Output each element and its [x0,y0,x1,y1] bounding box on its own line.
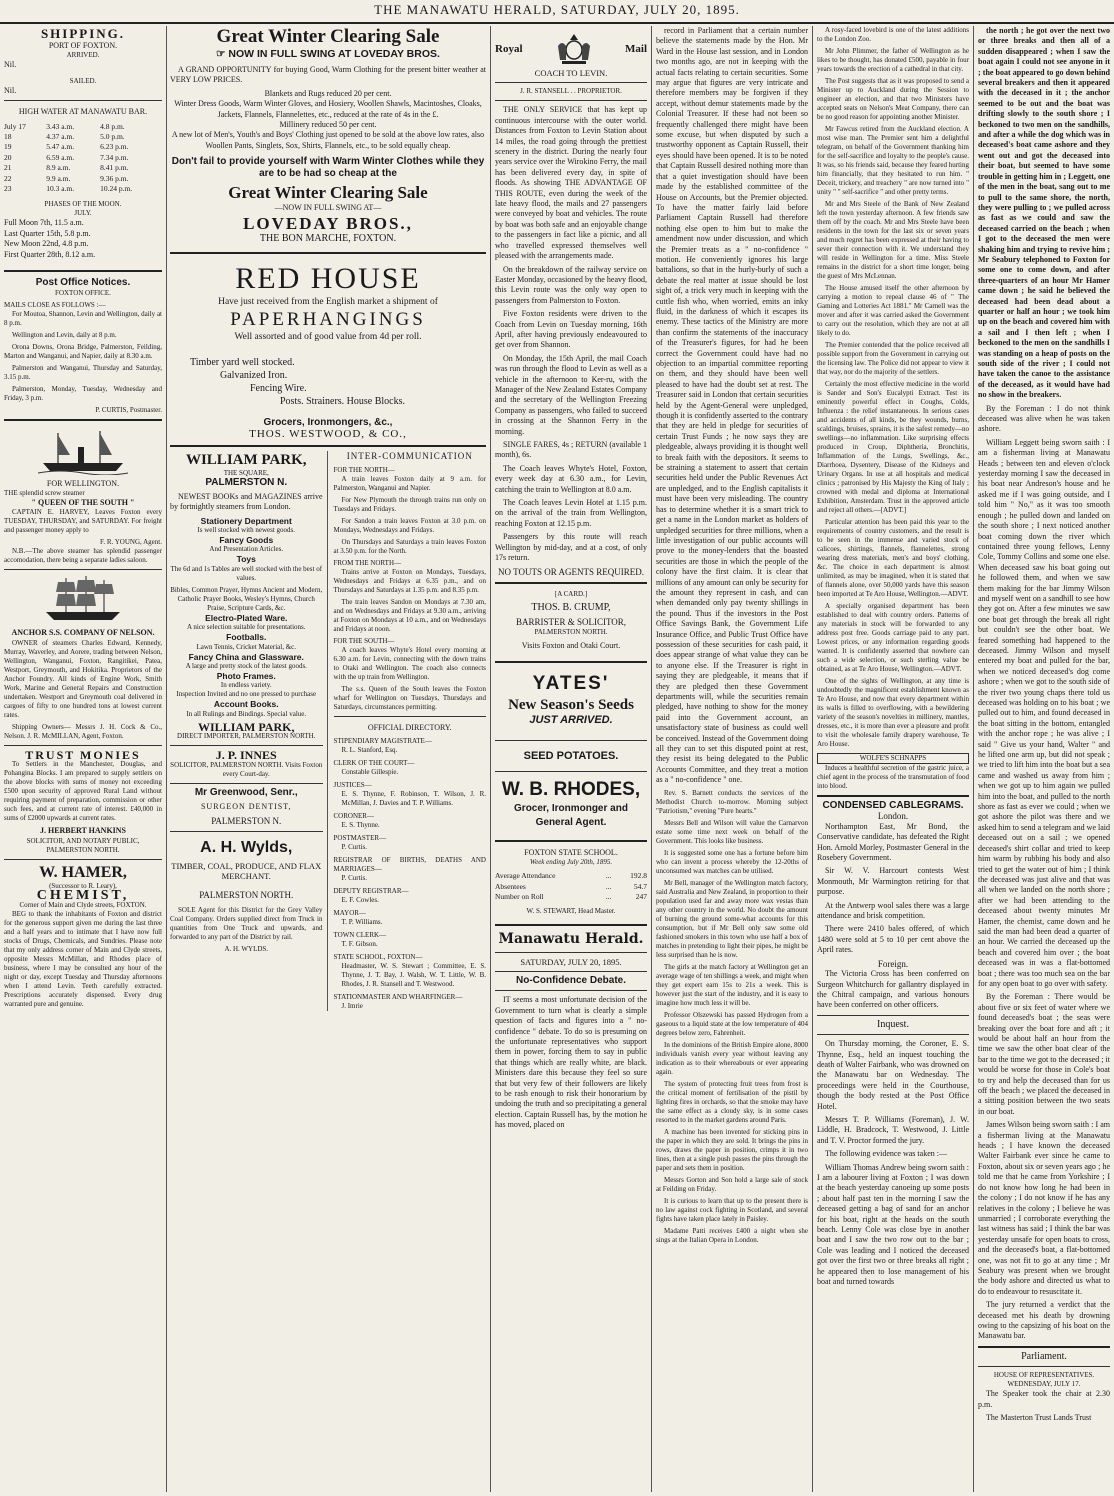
red-house-sub: Have just received from the English market a shipment of [218,297,438,308]
moon-title: PHASES OF THE MOON. [44,200,122,209]
local-news: Rev. S. Barnett conducts the services of the Methodist Church to-morrow. Morning subject "Patriotism," evening "Pure hearts." Messrs Bell and Wilson will value the Carnarvon estate some time next week on behalf of the Government. This looks like business. It is suggested some one has a fortune before him who can invent a process whereby the 12-20ths of unconsumed wax matches can be utilised. Mr Bell, manager of the Wellington match factory, said Australia and New Zealand, in proportion to their population used far and away more wax vestas than any other country in the world. No doubt the amount of burning the ground some-what accounts for this consumption, but if Mr Bell only saw some old fashioned smokers in this town who use half a box of matches in pretending to light their pipes, he might be less surprised than he is now. The girls at the match factory at Wellington get an average wage of ten shillings a week, and might when they get expert earn 15s to 21s a week. This is however just the start of the industry, and it is easy to imagine how much less it will be. Professor Olszewski has passed Hydrogen from a gaseous to a liquid state at the low temperature of 404 degrees below zero, Fahrenheit. In the dominions of the British Empire alone, 8000 individuals vanish every year without leaving any indication as to their whereabouts or ever appearing again. The system of protecting fruit trees from frost is the critical moment of fertilisation of the pistil by lighting fires in orchards, so that the smoke may have the same effect as a cloudy sky, is in some cases resorted to in the market gardens around Paris. A machine has been invented for sticking pins in the paper in which they are sold. It brings the pins in rows, draws the paper in position, crimps it in two lines, then at a single push passes the pins through the paper and sets them in position. Messrs Gorton and Son hold a large sale of stock at Feilding on Friday. It is curious to learn that up to the present there is no law against cock fighting in Scotland, and several fights have taken place lately in Paisley. Madame Patti receives £400 a night when she sings at the Italian Opera in London. [656,788,808,1244]
inter-title: INTER-COMMUNICATION [346,451,473,462]
yates-title: YATES' [532,673,610,695]
steamer-name: " QUEEN OF THE SOUTH " [31,497,135,507]
column-5: A rosy-faced lovebird is one of the latest additions to the London Zoo. Mr John Plimmer, the father of Wellington as he likes to be thought, has donated £500, payable in four years towards the erection of a cathedral in that city. The Post suggests that as it was proposed to send a Minister up to Auckland during the Session to engineer an election, and that two Ministers have accepted seats on Nelson's Meat Company, there can be no good reason for appointing another Minister. Mr Fawcus retired from the Auckland election. A most wise man. The Premier sent him a delightful telegram, on behalf of the Government thanking him for the self-sacrifice and loyalty to the people's cause. It was, so his friends said, because they feared hurting him financially, that they hesitated to run him. " Deceit, trickery, and treachery " are now turned into " unity " " self-sacrifice " and other pretty terms. Mr and Mrs Steele of the Bank of New Zealand left the town yesterday afternoon. A few friends saw them off by the coach. Mr and Mrs Steele have been residents in the town for the last six or seven years and much regret has been expressed at their having to sever their connection with it. We understand they will reside in Wellington for a time. Miss Steele remains in the district for a short time longer, being the guest of Mrs McLennan. The House amused itself the other afternoon by carrying a motion to repeal clause 46 of " The Gaming and Lotteries Act 1881." Mr Carnell was the mover and after it was carried asked the Government to carry out the resolution, which they are not at all likely to do. The Premier contended that the police received all possible support from the Government in carrying out the licensing law. The Police did not appear to view it that way, nor do the majority of the settlers. Certainly the most effective medicine in the world is Sander and Son's Eucalypti Extract. Test its eminently powerful effect in Coughs, Colds, Influenza : the relief instantaneous. In serious cases and accidents of all kinds, be they wounds, burns, scaldings, bruises, sprains, it is the safest remedy—no swellings—no inflammation. Like surprising effects produced in Croup, Diphtheria, Bronchitis, Inflammation of the Lungs, Swellings, &c., Diarrhoea, Dysentery, Disease of the Kidneys and Urinary Organs. In use at all hospitals and medical clinics ; patronised by His Majesty the King of Italy ; crowned with medal and diploma at International Exhibition, Amsterdam. Trust in the approved article and reject all others.—[ADVT.] Particular attention has been paid this year to the requirements of country customers, and the result is to be seen in the immense and varied stock of calicoes, shirtings, flannels, flannelettes, strong wearing dress materials, men's and boys' clothing, &c. The choice in each department is almost unlimited, as may be imagined, when it is stated that of flannels alone, over 50,000 yards have this season been imported at Te Aro House, Wellington.—ADVT. A specially organised department has been established to deal with country orders. Patterns of any materials in stock will be forwarded to any address post free. Goods carriage paid to any part. Lowest prices, or any information regarding goods wanted. It is confidently asserted that nowhere can such a wide selection, or such sterling value be obtained, as at Te Aro House, Wellington.—ADVT. One of the sights of Wellington, at any time is undoubtedly the magnificent establishment known as Te Aro House, and now that every department within its walls is filled to overflowing, with a bewildering variety of the season's novelties in millinery, mantles, dresses, etc., it is more than ever a pleasure and profit to visit the wholesale family drapery warehouse, Te Aro House. WOLFE'S SCHNAPPS Induces a healthful secretion of the gastric juice, a chief agent in the process of the transmutation of food into blood. CONDENSED CABLEGRAMS. London. Northampton East, Mr Bond, the Conservative candidate, has defeated the Right Hon. Arnold Morley, Postmaster General in the Rosebery Government. Sir W. V. Harcourt contests West Monmouth, Mr Warmington retiring for that purpose. At the Antwerp wool sales there was a large attendance and brisk competition. There were 2410 bales offered, of which 1480 were sold at 5 to 10 per cent above the April rates. Foreign. The Victoria Cross has been conferred on Surgeon Whitchurch for gallantry displayed in the Chitral campaign, and various honours have been conferred on other officers. Inquest. On Thursday morning, the Coroner, E. S. Thynne, Esq., held an inquest touching the death of Walter Fairbank, who was drowned on the Manawatu bar on Wednesday. The proceedings were held in the Courthouse, though the body rested at the Post Office Hotel. Messrs T. P. Williams (Foreman), J. W. Liddle, H. Bradcock, T. Westwood, J. Little and T. V. Proctor formed the jury. The following evidence was taken :— William Thomas Andrew being sworn saith : I am a labourer living at Foxton ; I was down at the beach yesterday canoeing up some posts ; about half past ten in the morning I saw the deceased getting a bag of sand for an anchor for his boat, right at the heads on the south beach. Lenny Cole was close bye in another boat and I saw the two row out to the bar ; Cole was leading and I noticed the deceased got over the first two or three breaks all right ; he appeared then to lose management of his boat and turned towards [817,26,969,1287]
crump-name: THOS. B. CRUMP, [531,601,611,613]
school-week: Week ending July 20th, 1895. [529,858,613,867]
table-row: 20 6.59 a.m. 7.34 p.m. [4,152,129,162]
column-1 [4,26,162,1492]
sale-title-2: Great Winter Clearing Sale [228,183,428,203]
sailing-ship-icon [38,574,128,624]
herald-nameplate: Manawatu Herald. [498,930,644,947]
directory-list: STIPENDIARY MAGISTRATE— R. L. Stanford, Esq. CLERK OF THE COURT— Constable Gillespie. JUSTICES— E. S. Thynne, F. Robinson, T. Wilson, J. R. McMillan, J. Davies and T. P. Williams. CORONER— E. S. Thynne. POSTMASTER— P. Curtis. REGISTRAR OF BIRTHS, DEATHS AND MARRIAGES— P. Curtis. DEPUTY REGISTRAR— E. F. Cowles. MAYOR— T. P. Williams. TOWN CLERK— T. F. Gibson. STATE SCHOOL, FOXTON— Headmaster, W. S. Stewart ; Committee, E. S. Thynne, J. T. Bay, J. Walsh, W. T. Little, W. B. Rhodes, J. R. Stansell and T. Westwood. STATIONMASTER AND WHARFINGER— J. Imrie [333,737,486,1011]
column-rule [490,26,491,1492]
sale-now-2: —NOW IN FULL SWING AT— [274,203,382,213]
port-heading: PORT OF FOXTON. [48,41,118,50]
sailed-nil: Nil. [4,85,17,95]
bon-marche: THE BON MARCHE, FOXTON. [259,232,397,244]
inter-communication: INTER-COMMUNICATION FOR THE NORTH— A train leaves Foxton daily at 9 a.m. for Palmerston, Wanganui and Napier. For New Plymouth the through trains run only on Tuesdays and Fridays. For Sandon a train leaves Foxton at 3.0 p.m. on Mondays, Wednesdays and Fridays. On Thursdays and Saturdays a train leaves Foxton at 3.50 p.m. for the North. FROM THE NORTH— Trains arrive at Foxton on Mondays, Tuesdays, Wednesdays and Fridays at 6.35 p.m., and on Thursdays and Saturdays at 1.35 p.m. and 8.35 p.m. The train leaves Sandon on Mondays at 7.30 am, and on Wednesdays and Fridays at 9.30 a.m., arriving at Foxton on Mondays at 10 a.m., and on Wednesdays and Fridays at noon. FOR THE SOUTH— A coach leaves Whyte's Hotel every morning at 6.30 a.m. for Levin, connecting with the down trains to Otaki and Wellington. The coach also connects with the up train from Wellington. The s.s. Queen of the South leaves the Foxton wharf for Wellington on Tuesdays, Thursdays and Saturdays, circumstances permitting. OFFICIAL DIRECTORY. STIPENDIARY MAGISTRATE— R. L. Stanford, Esq. CLERK OF THE COURT— Constable Gillespie. JUSTICES— E. S. Thynne, F. Robinson, T. Wilson, J. R. McMillan, J. Davies and T. P. Williams. CORONER— E. S. Thynne. POSTMASTER— P. Curtis. REGISTRAR OF BIRTHS, DEATHS AND MARRIAGES— P. Curtis. DEPUTY REGISTRAR— E. F. Cowles. MAYOR— T. P. Williams. TOWN CLERK— T. F. Gibson. STATE SCHOOL, FOXTON— Headmaster, W. S. Stewart ; Committee, E. S. Thynne, J. T. Bay, J. Walsh, W. T. Little, W. B. Rhodes, J. R. Stansell and T. Westwood. STATIONMASTER AND WHARFINGER— J. Imrie [333,451,486,1011]
cablegrams-title: CONDENSED CABLEGRAMS. [822,800,964,811]
greenwood-sub: SURGEON DENTIST, [200,801,292,811]
column-3: Royal Mail COACH TO LEVIN. J. R. STANSELL . . PROPRIETOR. THE ONLY SERVICE that has kept up continuous intercourse with the outer world. Distances from Foxton to Levin Station about 14 miles, the road going through the prettiest scenery in the district. During the nearly four years service over the Wirokino Ferry, the mail has been delivered every day, in spite of floods. As showing THE ADVANTAGE OF THIS ROUTE, even during the week of the late heavy flood, the mails and 27 passengers were conveyed by boat and vehicles. The route by boat was both safe and an enjoyable change to the passengers in fact like a picnic, and all who travelled expressed themselves well pleased with the arrangements made. On the breakdown of the railway service on Easter Monday, occasioned by the heavy flood, this Levin route was the only way open to passengers from Palmerston to Foxton. Five Foxton residents were driven to the Coach from Levin on Tuesday morning, 16th April, after having previously endeavoured to get over from Shannon. On Monday, the 15th April, the mail Coach was run through the flood to Levin as well as a vehicle in the afternoon to Ker-ru, with the Manager of the New Zealand Estates Company and the secretary of the Wellington Freezing Company as passengers, who failed to succeed in crossing at the Shannon Ferry in the morning. SINGLE FARES, 4s ; RETURN (available 1 month), 6s. The Coach leaves Whyte's Hotel, Foxton, every week day at 6.30 a.m., for Levin, catching the train to Wellington at 8.0 a.m. The Coach leaves Levin Hotel at 1.15 p.m. on the arrival of the train from Wellington, reaching Foxton at 12.15 p.m. Passengers by this route will reach Wellington by mid-day, and at a cost, of only 17s return. NO TOUTS OR AGENTS REQUIRED. [A CARD.] THOS. B. CRUMP, BARRISTER & SOLICITOR, PALMERSTON NORTH. Visits Foxton and Otaki Court. YATES' New Season's Seeds JUST ARRIVED. SEED POTATOES. W. B. RHODES, Grocer, Ironmonger and General Agent. FOXTON STATE SCHOOL. Week ending July 20th, 1895. Average Attendance ... 192.8 Absentees ... 54.7 Number on Roll ... 247 W. S. STEWART, Head Master. Manawatu Herald. SATURDAY, JULY 20, 1895. No-Confidence Debate. IT seems a most unfortunate decision of the Government to turn what is clearly a simple question of facts and figures into a " no-confidence " debate. To do so is presuming on the unfortunate representatives who support them in power, forcing them to say in public that things which are really white, are black. Ministers dare this because they feel so sure that but very few of their followers are likely to be rash enough to risk their honorarium by undoing the truth and so precipitating a general election. Captain Russell has, by the motion he has moved, placed on [495,26,647,1492]
seed-potatoes: SEED POTATOES. [523,749,619,762]
postmaster-sign: P. CURTIS, Postmaster. [95,405,162,414]
post-office-text: For Moutoa, Shannon, Levin and Wellington, daily at 8 p.m. Wellington and Levin, daily at 8 p.m. Orona Downs, Orona Bridge, Palmerston, Feilding, Marton and Wanganui, and Napier, daily at 8.30 a.m. Palmerston and Wanganui, Thursday and Saturday, 3.15 p.m. Palmerston, Monday, Tuesday, Wednesday and Friday, 3 p.m. [4,309,162,402]
news-paras: A rosy-faced lovebird is one of the latest additions to the London Zoo. Mr John Plimmer, the father of Wellington as he likes to be thought, has donated £500, payable in four years towards the erection of a cathedral in that city. The Post suggests that as it was proposed to send a Minister up to Auckland during the Session to engineer an election, and that two Ministers have accepted seats on Nelson's Meat Company, there can be no good reason for appointing another Minister. Mr Fawcus retired from the Auckland election. A most wise man. The Premier sent him a delightful telegram, on behalf of the Government thanking him for the self-sacrifice and loyalty to the people's cause. It was, so his friends said, because they feared hurting him financially, that they hesitated to run him. " Deceit, trickery, and treachery " are now turned into " unity " " self-sacrifice " and other pretty terms. Mr and Mrs Steele of the Bank of New Zealand left the town yesterday afternoon. A few friends saw them off by the coach. Mr and Mrs Steele have been residents in the town for the last six or seven years and much regret has been expressed at their having to sever their connection with it. We understand they will reside in Wellington for a time. Miss Steele remains in the district for a short time longer, being the guest of Mrs McLennan. The House amused itself the other afternoon by carrying a motion to repeal clause 46 of " The Gaming and Lotteries Act 1881." Mr Carnell was the mover and after it was carried asked the Government to carry out the resolution, which they are not at all likely to do. The Premier contended that the police received all possible support from the Government in carrying out the licensing law. The Police did not appear to view it that way, nor do the majority of the settlers. Certainly the most effective medicine in the world is Sander and Son's Eucalypti Extract. Test its eminently powerful effect in Coughs, Colds, Influenza : the relief instantaneous. In serious cases and accidents of all kinds, be they wounds, burns, scaldings, bruises, sprains, it is the safest remedy—no swellings—no inflammation. Like surprising effects produced in Croup, Diphtheria, Bronchitis, Inflammation of the Lungs, Swellings, &c., Diarrhoea, Dysentery, Disease of the Kidneys and Urinary Organs. In use at all hospitals and medical clinics ; patronised by His Majesty the King of Italy ; crowned with medal and diploma at International Exhibition, Amsterdam. Trust in the approved article and reject all others.—[ADVT.] Particular attention has been paid this year to the requirements of country customers, and the result is to be seen in the immense and varied stock of calicoes, shirtings, flannels, flannelettes, strong wearing dress materials, men's and boys' clothing, &c. The choice in each department is almost unlimited, as may be imagined, when it is stated that of flannels alone, over 50,000 yards have this season been imported at Te Aro House, Wellington.—ADVT. A specially organised department has been established to deal with country orders. Patterns of any materials in stock will be forwarded to any address post free. Goods carriage paid to any part. Lowest prices, or any information regarding goods wanted. It is confidently asserted that nowhere can such a wide selection, or such sterling value be obtained, as at Te Aro House, Wellington.—ADVT. One of the sights of Wellington, at any time is undoubtedly the magnificent establishment known as Te Aro House, and now that every department within its walls is filled to overflowing, with a bewildering variety of the season's novelties in millinery, mantles, dresses, etc., it is more than ever a pleasure and profit to visit the wholesale family drapery warehouse, Te Aro House. [817,26,969,748]
greenwood-name: Mr Greenwood, Senr., [194,786,298,798]
column-rule [973,26,974,1492]
table-row: 18 4.37 a.m. 5.0 p.m. [4,132,125,142]
crump-sub: BARRISTER & SOLICITOR, [515,617,627,628]
park-square: THE SQUARE, [223,469,269,478]
crump-town: PALMERSTON NORTH. [534,627,608,636]
column-rule [812,26,813,1492]
park-news: NEWEST BOOKs and MAGAZINES arrive by fortnightly steamers from London. [170,491,323,512]
sale-item: Millinery reduced 50 per cent. [279,120,377,130]
column-6: the north ; he got over the next two or three breaks and then all of a sudden disappeared ; when I saw the boat again I could not see anyone in it ; the boat appeared to go down behind several breakers and then it appeared with the deceased in it ; the anchor seemed to be out and the boat was drifting slowly to the south shore ; I beckoned to two men on the sandhills, and after a while the dog which was in deceased's boat came ashore and they went out and got the deceased into their boat, but seemed to have some trouble in getting him in ; Leggett, one of the men in the boat, sang out to me to pull to the same shore, the north, they were pulling to ; we pulled across as fast as we could and saw the deceased carried on the beach ; when I got to the deceased the men were shaking him and trying to revive him ; Mr Seabury telephoned to Foxton for some one to come down, and after three-quarters of an hour Mr Hamer came down ; he said he believed the deceased had been dead about a quarter or half an hour ; we took him up on the beach and covered him with a sail and I then left ; when I beckoned to the men on the sandhills I was standing on a heap of posts on the south side of the river ; I could not have taken the canoe to the assistance of the deceased, as it would have had no show in the breakers. By the Foreman : I do not think deceased was alive when he was taken ashore. William Leggett being sworn saith : I am a fisherman living at Manawatu Heads ; between ten and eleven o'clock yesterday morning I saw the deceased in his boat near Andreson's house and he asked me if I was going outside, and I told him " No," as it was too smooth enough ; he pulled down and landed on the south shore ; I next noticed another boat coming down the river which contained three young fellows, Lenny Cole, Tommy Collins and some one else. When deceased saw his boat going out he followed them, and when we saw them making for the bar Jimmy Wilson and myself went on a sandhill to see how they got on. After a few minutes we saw one boat get through the break all right but couldn't see the other boat. We feared something had happened to the deceased. Jimmy Wilson and myself entered my boat and pulled for the bar, when we noticed deceased's dog come ashore ; when we got to the south side of the river two young chaps there told us deceased was holding on to his boat ; we pulled out to him, and found deceased in the boat sitting in the bottom, entangled with the anchor rope ; he was alive ; I said " Give us your hand, Walter " and he lifted one arm up, but did not speak ; we tried to lift him into the boat but a sea came and washed us away from him ; when we got up to him again we pulled him into the boat, and pulled to the north shore as fast as ever we could ; when we got ashore the pilot was there and we asked him to send a telegram and we laid deceased out on a sail ; we opened deceased's shirt collar and tried to keep him warm by rubbing his body and also tried to get the water out of him ; I think the deceased was just alive and that was all when we landed on the north shore ; after we had been attending to the deceased about twenty minutes Mr Hamer, the chemist, came down and he said the man had been dead a quarter of an hour. We carried the deceased up the beach and covered him over ; the boat deceased was in was a flat-bottomed boat ; there was too much sea on the bar for any open boat to go over with safety. By the Foreman : There would be about five or six feet of water where we found deceased's boat ; the seas were breaking over the boat fore and aft ; it would be about half an hour from the time we saw the other boat clear of the bar to the time we got to the deceased ; it would be worse for those in Cole's boat to try and help the deceased than for us off the beach ; we placed the deceased in a sitting position between the two seats in our boat. James Wilson being sworn saith : I am a fisherman living at the Manawatu heads ; I have known the deceased Walter Fairbank ever since he came to Foxton, about six or seven years ago ; he told me that he came from Yorkshire ; I do not know how long he had been in the colony ; I do not know if he has any relatives in the colony ; I believe he was unmarried ; I corroborate everything the last witness has said ; I think the bar was yesterday unsafe for open boats to cross, and the deceased's boat, a flat-bottomed one, was not fit to go at any time ; Mr Seabury was present when we brought the body ashore and directed us what to do to endeavour to resuscitate it. The jury returned a verdict that the deceased met his death by drowning owing to the capsizing of his boat on the Manawatu bar. Parliament. HOUSE OF REPRESENTATIVES. WEDNESDAY, JULY 17. The Speaker took the chair at 2.30 p.m. The Masterton Trust Lands Trust [978,26,1110,1422]
timber-list: Timber yard well stocked. Galvanized Iron. Fencing Wire. Posts. Strainers. House Blocks. [190,357,405,408]
hamer-address: Corner of Main and Clyde streets, FOXTON. [19,900,147,909]
stansell-proprietor: J. R. STANSELL . . PROPRIETOR. [520,87,622,96]
lower-split [170,451,486,1011]
loveday-name: LOVEDAY BROS., [243,213,413,233]
table-row: July 17 3.43 a.m. 4.8 p.m. [4,121,125,131]
park-importer: DIRECT IMPORTER, PALMERSTON NORTH. [177,732,316,741]
mails-close: MAILS CLOSE AS FOLLOWS :— [4,300,106,309]
sale-item: Winter Dress Goods, Warm Winter Gloves, and Hosiery, Woollen Shawls, Macintoshes, Cloaks, Jackets, Flannels, Flannelettes, etc., reduced at the rate of 4s in the £. [174,99,482,119]
wylds-sign: A. H. WYLDS. [224,945,269,953]
pointing-hand-icon: ☞ [216,48,229,60]
new-seeds: New Season's Seeds [508,697,634,714]
wylds-text: SOLE Agent for this District for the Grey Valley Coal Company. Orders supplied direct from Truck in quantities from One Truck and upwards, and forwarded to any part of the District by rail. [170,906,323,941]
sale-fail: Don't fail to provide yourself with Warm Winter Clothes while they are to be had so cheap at the [171,156,485,180]
moon-month: JULY. [74,209,92,218]
sale-title: Great Winter Clearing Sale [216,26,440,47]
wylds-sub: TIMBER, COAL, PRODUCE, AND FLAX MERCHANT. [171,860,322,882]
westwood-name: THOS. WESTWOOD, & CO., [249,427,407,440]
official-directory: OFFICIAL DIRECTORY. [367,722,452,732]
herald-date: SATURDAY, JULY 20, 1895. [520,956,622,967]
coach-heading: COACH TO LEVIN. [534,68,608,78]
park-title: WILLIAM PARK, [185,452,307,469]
table-row: Number on Roll ... 247 [495,892,647,902]
chemist-heading: CHEMIST, [36,887,130,903]
anchor-title: ANCHOR S.S. COMPANY OF NELSON. [11,628,155,638]
trust-text: To Settlers in the Manchester, Douglas, and Pohangina Blocks. I am prepared to supply settlers on the above blocks with sums of money not exceeding £500 upon security of approved Rural Land without requiring payment of preparation, commission or other such fees, and at current rate of interest. £40,000 in sums of £2000 upwards at current rates. [4,760,162,823]
wylds-town: PALMERSTON NORTH. [199,889,294,900]
column-2 [170,26,486,1492]
sale-now: ☞ NOW IN FULL SWING AT LOVEDAY BROS. [216,48,440,60]
table-row: 21 8.9 a.m. 8.41 p.m. [4,163,129,173]
wellington-agent: F. R. YOUNG, Agent. [100,538,162,547]
school-head: W. S. STEWART, Head Master. [526,906,616,915]
innes-sub: SOLICITOR, PALMERSTON NORTH. Visits Foxton every Court-day. [170,760,323,778]
card-label: [A CARD.] [554,589,588,598]
royal-mail-header: Royal Mail [495,32,647,66]
table-row: 23 10.3 a.m. 10.24 p.m. [4,184,133,194]
wolfe-heading: WOLFE'S SCHNAPPS [817,753,969,764]
table-row: Absentees ... 54.7 [495,881,647,891]
steamship-icon [38,425,128,475]
rhodes-sub: Grocer, Ironmonger and General Agent. [514,802,628,828]
park-name-2: WILLIAM PARK, [198,719,295,734]
wellington-text: CAPTAIN E. HARVEY, Leaves Foxton every TUESDAY, THURSDAY, and SATURDAY. For freight and passenger money apply to [4,508,162,535]
house-heading: HOUSE OF REPRESENTATIVES. [993,1371,1095,1380]
table-row: Average Attendance ... 192.8 [495,871,647,881]
parliament-heading: Parliament. [1021,1350,1067,1362]
tide-table [4,122,162,195]
london-heading: London. [877,811,909,822]
wellington-note: N.B.—The above steamer has splendid passenger accomodation, there being a separate ladies saloon. [4,547,162,565]
tide-title: HIGH WATER AT MANAWATU BAR. [18,107,148,117]
column-rule [166,26,167,1492]
school-table [495,871,647,902]
moon-list: Full Moon 7th, 11.5 a.m. Last Quarter 15th, 5.8 p.m. New Moon 22nd, 4.8 p.m. First Quarter 28th, 8.12 a.m. [4,218,96,259]
wylds-name: A. H. Wylds, [200,838,293,856]
no-touts: NO TOUTS OR AGENTS REQUIRED. [498,567,644,578]
shipping-title: SHIPPING. [40,26,126,41]
hankins-name: J. HERBERT HANKINS [39,826,127,836]
post-office-sub: FOXTON OFFICE. [55,288,111,297]
foreign-heading: Foreign. [877,958,909,969]
paper-sub: Well assorted and of good value from 4d per roll. [234,332,422,343]
anchor-text: OWNER of steamers Charles Edward, Kennedy, Murray, Waverley, and Aorere, trading between Nelson, Wellington, Wanganui, Foxton, Rangitikei, Patea, Westport, Greymouth, and Hokitika. Proprietors of the Anchor Foundry. All kinds of Engine Work, Smith Work, Marine and General Repairs and Construction undertaken. Westport and Greymouth coal delivered in cargoes of fifty to one hundred tons at lowest current rates. [4,638,162,719]
column-4: record in Parliament that a certain number believe the statements made by the Hon. Mr Ward in the House last session, and in London two months ago, are not in keeping with the actual facts relating to certain securities. Some may argue that figures are very intricate and therefore members may be forgiven if they accept, without demur statements made by the Colonial Treasurer. If these had not been so frequently challenged there might have been some excuse, but when disputed by such a trustworthy opponent as Captain Russell, their eyes should have been opened. It is to be noted that Captain Russell desired nothing more than that a quiet investigation should have been made by the established committee of the House on Accounts, but the Premier objected. To have the matter fairly laid before Parliament Captain Russell had therefore nothing else open to him but to make the amendment now under discussion, and which the Premier treats as a " no-confidence " motion. He conveniently ignores his large battalions, so that in the hurly-burly of such a debate the real matter at issue should be lost sight of, a trick very much in keeping with the cuttle fish who, when worried, emits an inky fluid, in the darkness of which it escapes its enemy. These tactics of the Ministry are more than confirm the statements of the inaccuracy of the Treasurer's figures, for had he been correct the Government could have had no objection to an impartial committee reporting on them, and they should have been well pleased to have had the doubt set at rest. The Treasurer said in London that certain securities held by the Agent-General were unpledged, though it is confidently asserted to the contrary that they are held in pledge for securities of certain Trust Funds ; he now says they are pledgeable, always providing it is thought well to break faith with the depositors. It seems to be straining a statement to assert that certain securities held under the Public Revenues Act are unpledged, and to the English capitalists it must have been very misleading. The country has to determine whether it is a smart trick to get a name in the London market as holders of unpledged securities for three millions, when a little investigation of our public accounts will prove to the money-lenders that the boasted securities are those in which the people of the colony have the first claim. It is clear that millions of any amount can only be security for the amount they represent in cash, and can when demanded only pay twenty shillings in the pound. Thus if the investors in the Post Office Savings Bank, the Government Life Insurance Office, and Public Trust Office have possession of these securities for cash paid, it does appear strange of what value they can be to anyone else. If the Treasurer is right in saying they are pledgeable, it means that if they are pledged then these Government departments will, while the securities remain pledged, have nothing to show for the money paid into the Government account, an unsatisfactory state of business as could well be conceived. Instead of the Government doing all they can to set this disputed point at rest, they resist its being delegated to the Public Accounts Committee, and they treat a motion as a " no-confidence " one. Rev. S. Barnett conducts the services of the Methodist Church to-morrow. Morning subject "Patriotism," evening "Pure hearts." Messrs Bell and Wilson will value the Carnarvon estate some time next week on behalf of the Government. This looks like business. It is suggested some one has a fortune before him who can invent a process whereby the 12-20ths of unconsumed wax matches can be utilised. Mr Bell, manager of the Wellington match factory, said Australia and New Zealand, in proportion to their population used far and away more wax vestas than any other country in the world. No doubt the amount of burning the ground some-what accounts for this consumption, but if Mr Bell only saw some old fashioned smokers in this town who use half a box of matches in pretending to light their pipes, he might be less surprised than he is now. The girls at the match factory at Wellington get an average wage of ten shillings a week, and might when they get expert earn 15s to 21s a week. This is however just the start of the industry, and it is easy to imagine how much less it will be. Professor Olszewski has passed Hydrogen from a gaseous to a liquid state at the low temperature of 404 degrees below zero, Fahrenheit. In the dominions of the British Empire alone, 8000 individuals vanish every year without leaving any indication as to their whereabouts or ever appearing again. The system of protecting fruit trees from frost is the critical moment of fertilisation of the pistil by lighting fires in orchards, so that the smoke may have the same effect as a cloudy sky, is in some cases resorted to in the market gardens around Paris. A machine has been invented for sticking pins in the paper in which they are sold. It brings the pins in rows, draws the paper in position, crimps it in two lines, then at a single push passes the pins through the paper and sets them in position. Messrs Gorton and Son hold a large sale of stock at Feilding on Friday. It is curious to learn that up to the present there is no law against cock fighting in Scotland, and several fights have taken place lately in Paisley. Madame Patti receives £400 a night when she sings at the Italian Opera in London. [656,26,808,1244]
red-house-title: RED HOUSE [235,262,421,296]
park-ads: WILLIAM PARK, THE SQUARE, PALMERSTON N. NEWEST BOOKs and MAGAZINES arrive by fortnightly steamers from London. Stationery Department Is well stocked with newest goods. Fancy Goods And Presentation Articles. Toys The 6d and 1s Tables are well stocked with the best of values. Bibles, Common Prayer, Hymns Ancient and Modern, Catholic Prayer Books, Wesley's Hymns, Church Praise, Scripture Cards, &c. Electro-Plated Ware. A nice selection suitable for presentations. Footballs. Lawn Tennis, Cricket Material, &c. Fancy China and Glassware. A large and pretty stock of the latest goods. Photo Frames. In endless variety. Inspection Invited and no one pressed to purchase Account Books. In all Rulings and Bindings. Special value. WILLIAM PARK, DIRECT IMPORTER, PALMERSTON NORTH. J. P. INNES SOLICITOR, PALMERSTON NORTH. Visits Foxton every Court-day. Mr Greenwood, Senr., SURGEON DENTIST, PALMERSTON N. A. H. Wylds, TIMBER, COAL, PRODUCE, AND FLAX MERCHANT. PALMERSTON NORTH. SOLE Agent for this District for the Grey Valley Coal Company. Orders supplied direct from Truck in quantities from One Truck and upwards, and forwarded to any part of the District by rail. A. H. WYLDS. [170,451,328,1011]
just-arrived: JUST ARRIVED. [529,714,613,727]
hankins-sub: SOLICITOR, AND NOTARY PUBLIC, PALMERSTON NORTH. [26,836,140,854]
wellington-title: FOR WELLINGTON. [46,478,120,488]
paperhangings: PAPERHANGINGS [230,309,426,331]
wednesday-heading: WEDNESDAY, JULY 17. [1007,1380,1081,1389]
inquest-heading: Inquest. [877,1018,909,1030]
sale-intro: A GRAND OPPORTUNITY for buying Good, Warm Clothing for the present bitter weather at VERY LOW PRICES. [170,65,486,85]
arrived-nil: Nil. [4,60,17,70]
masthead: THE MANAWATU HERALD, SATURDAY, JULY 20, 1895. [0,0,1114,24]
arrived-heading: ARRIVED. [66,51,100,60]
post-office-title: Post Office Notices. [35,277,131,289]
sale-item: Blankets and Rugs reduced 20 per cent. [264,88,392,98]
hamer-name: W. HAMER, [39,863,127,881]
school-title: FOXTON STATE SCHOOL. [524,847,618,857]
grocers-line: Grocers, Ironmongers, &c., [263,417,393,429]
wolfe-text: Induces a healthful secretion of the gastric juice, a chief agent in the process of the transmutation of food into blood. [817,764,969,790]
no-confidence-title: No-Confidence Debate. [515,974,626,986]
royal-crest-icon [554,32,594,66]
trust-title: TRUST MONIES [25,747,141,762]
sailed-heading: SAILED. [69,76,97,85]
crump-visits: Visits Foxton and Otaki Court. [521,640,621,650]
column-rule [651,26,652,1492]
park-town: PALMERSTON N. [205,477,288,489]
anchor-owners: Shipping Owners— Messrs J. H. Cock & Co., Nelson. J. R. McMILLAN, Agent, Foxton. [4,722,162,740]
table-row: 19 5.47 a.m. 6.23 p.m. [4,142,129,152]
hamer-sub: (Successor to R. Leary), [49,881,117,890]
table-row: 22 9.9 a.m. 9.36 p.m. [4,173,129,183]
greenwood-town: PALMERSTON N. [211,816,282,827]
hamer-text: BEG to thank the inhabitants of Foxton and district for the generous support given me during the last three and a half years and to intimate that I have now full stocks of Drugs, Chemicals, and Sundries. Please note that my only address corner of Main and Clyde streets, opposite Messrs McMillan, and Rhodes place of business, where I may be consulted any hour of the night or day, except Tuesday and Thursday afternoons when I attend Levin. Teeth carefully extracted. Prescriptions accurately dispensed. Every drug warranted pure and genuine. [4,909,162,1008]
sale-item: A new lot of Men's, Youth's and Boys' Clothing just opened to be sold at the above low rates, also Woollen Pants, Singlets, Sox, Shirts, Flannels, etc., to be sold equally cheap. [171,130,485,150]
wellington-steamer: THE splendid screw steamer [4,488,85,497]
rhodes-name: W. B. RHODES, [501,778,641,800]
innes-name: J. P. INNES [215,748,277,763]
